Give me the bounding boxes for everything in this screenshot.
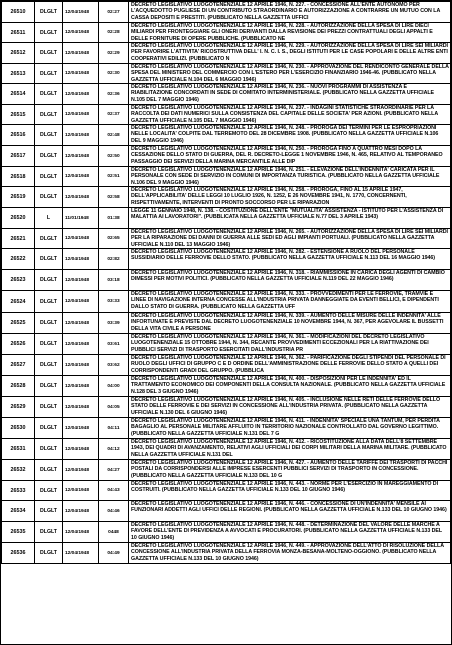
table-row	[2, 418, 451, 439]
table-row	[2, 105, 451, 125]
record-number	[2, 187, 35, 208]
act-description	[129, 355, 451, 376]
record-number-text: 26521	[10, 235, 26, 242]
act-date	[63, 543, 99, 564]
act-date-text: 12/04/1948	[65, 383, 90, 389]
record-number	[2, 460, 35, 481]
act-type	[35, 501, 63, 522]
act-code-text: 0448	[108, 529, 119, 535]
record-number	[2, 23, 35, 43]
act-type-text: DLGLT	[40, 508, 57, 514]
act-type	[35, 397, 63, 418]
act-type-text: DLGLT	[40, 446, 57, 452]
act-description-text: DECRETO LEGISLATIVO LUOGOTENENZIALE 12 APRILE 1946, N. 230. - APPROVAZIONE DEL RENDICONTO GENERALE DELLA SPESA DEL MINISTERO DEL COMMERCIO CON L'ESTERO PER L'ESERCIZIO FINANZIARIO 1946-46. (PUBBLICATO NELLA GAZZETTA UFFICIALE N.104 DEL 6 MAGGIO 1946)	[131, 64, 449, 83]
record-number	[2, 146, 35, 167]
act-description-text: DECRETO LEGISLATIVO LUOGOTENENZIALE 12 APRILE 1946, N. 443. - NORME PER L'ESERCIZIO IN MAREGGIAMENTO DI COSTRUITI. (PUBBLICATO NELLA GAZZETTA UFFICIALE N.133 DEL 10 GIUGNO 1946)	[131, 481, 439, 494]
act-description	[129, 460, 451, 481]
act-date	[63, 522, 99, 543]
record-number-text: 26529	[10, 404, 26, 410]
act-date-text: 12/04/1948	[65, 132, 90, 138]
act-code-text: 03:61	[107, 341, 120, 347]
act-date-text: 12/04/1948	[65, 299, 90, 304]
record-number	[2, 2, 35, 23]
act-type	[35, 313, 63, 334]
act-type-text: DLGLT	[40, 362, 57, 368]
act-type	[35, 187, 63, 208]
act-code	[99, 187, 129, 208]
act-type-text: DLGLT	[40, 256, 57, 262]
act-type-text: DLGLT	[40, 9, 57, 15]
act-date-text: 12/04/1948	[65, 256, 90, 262]
act-date-text: 12/04/1948	[65, 446, 90, 452]
act-code-text: 03:33	[107, 299, 120, 304]
record-number	[2, 418, 35, 439]
act-description-text: DECRETO LEGISLATIVO LUOGOTENENZIALE 12 APRILE 1946, N. 236. - NUOVI PROGRAMMI DI ASSISTENZA E RIABILITAZIONE CONCORDATI IN SEDE DI COMITATO INTERMINISTERIALE. (PUBBLICATO NELLA GAZZETTA UFFICIALE N.105 DEL 7 MAGGIO 1946)	[131, 84, 435, 103]
act-description-text: DECRETO LEGISLATIVO LUOGOTENENZIALE 12 APRILE 1946, N. 412. - RICOSTITUZIONE ALLA DATA DELL'8 SETTEMBRE 1943, DEI QUADRI DI AVANZAMENTO, RELATIVI AGLI UFFICIALI DEI CORPI MILITARI DELLA MARINA MILITARE. (PUBBLICATO NELLA GAZZETTA UFFICIALE N.131 DEL	[131, 439, 447, 458]
act-description	[129, 84, 451, 105]
act-description-text: DECRETO LEGISLATIVO LUOGOTENENZIALE 12 APRILE 1946, N. 318. - RIAMMISSIONE IN CARICA DEGLI AGENTI DI CAMBIO DIMESSI PER MOTIVI POLITICI. (PUBBLICATO NELLA GAZZETTA UFFICIALE N.119 DEL 22 MAGGIO 1946)	[131, 270, 445, 283]
act-date-text: 12/04/1948	[65, 9, 90, 15]
act-description-text: DECRETO LEGISLATIVO LUOGOTENENZIALE 12 APRILE 1946, N. 251. - ELEVAZIONE DELL'INDENNITA' CARICATA PER IL PERSONALE CON SEDE DI SERVIZIO IN COMUNI DI IMPORTANZA TURISTICA. (PUBBLICATO NELLA GAZZETTA UFFICIALE N.106 DEL 9 MAGGIO 1946)	[131, 167, 440, 186]
act-description	[129, 23, 451, 43]
act-code	[99, 270, 129, 291]
act-code-text: 02:50	[107, 153, 120, 159]
act-type-text: DLGLT	[40, 91, 57, 97]
act-type-text: DLGLT	[40, 298, 57, 305]
act-code	[99, 501, 129, 522]
table-row	[2, 522, 451, 543]
act-code	[99, 481, 129, 501]
act-date	[63, 249, 99, 270]
act-description	[129, 481, 451, 501]
act-date-text: 12/04/1948	[65, 50, 90, 56]
act-type-text: DLGLT	[40, 70, 57, 77]
table-row	[2, 291, 451, 313]
act-date	[63, 146, 99, 167]
act-code-text: 02:65	[107, 236, 120, 241]
act-type	[35, 376, 63, 397]
act-description	[129, 208, 451, 229]
record-number	[2, 64, 35, 84]
act-date-text: 12/04/1948	[65, 362, 90, 368]
act-code-text: 02:58	[107, 194, 120, 200]
record-number	[2, 481, 35, 501]
table-row	[2, 249, 451, 270]
act-code	[99, 208, 129, 229]
act-description	[129, 249, 451, 270]
record-number-text: 26527	[10, 362, 26, 368]
act-description	[129, 313, 451, 334]
act-description	[129, 187, 451, 208]
record-number-text: 26524	[10, 298, 26, 305]
record-number-text: 26519	[10, 194, 26, 200]
act-description	[129, 229, 451, 249]
act-type	[35, 84, 63, 105]
record-number-text: 26518	[10, 173, 26, 180]
act-type	[35, 334, 63, 355]
act-date	[63, 2, 99, 23]
act-date	[63, 84, 99, 105]
record-number	[2, 397, 35, 418]
act-code-text: 03:18	[107, 277, 120, 283]
act-type-text: DLGLT	[40, 194, 57, 200]
record-number	[2, 522, 35, 543]
table-row	[2, 187, 451, 208]
act-description	[129, 439, 451, 460]
table-row	[2, 23, 451, 43]
table-row	[2, 270, 451, 291]
act-type	[35, 249, 63, 270]
act-description-text: DECRETO LEGISLATIVO LUOGOTENENZIALE 12 APRILE 1946, N. 258. - PROROGA, FINO AL 15 APRILE 1947, DELL'APPLICABILITA' DELLE LEGGI 10 LUGLIO 1926, N. 1252, E 26 NOVEMBRE 1941, N. 1770, CONCERNENTI, RISPETTIVAMENTE, INTERVENTI DI PRONTO SOCCORSO PER LE RIPARAZION	[131, 187, 407, 206]
act-date-text: 12/04/1948	[65, 277, 90, 283]
act-code	[99, 334, 129, 355]
act-code	[99, 543, 129, 564]
act-code	[99, 43, 129, 64]
act-date-text: 12/04/1948	[65, 550, 90, 556]
act-date	[63, 439, 99, 460]
act-date-text: 11/01/1948	[65, 215, 89, 221]
act-code-text: 04:27	[107, 467, 120, 473]
table-row	[2, 146, 451, 167]
act-date	[63, 481, 99, 501]
act-description-text: DECRETO LEGISLATIVO LUOGOTENENZIALE 12 APRILE 1946, N. 361. - MODIFICAZIONI DEL DECRETO LEGISLATIVO LUOGOTENENZIALE 15 OTTOBRE 1944, N. 344, RECANTE PROVVEDIMENTI ECCEZIONALI PER LA RIATTIVAZIONE DEI PUBBLICI SERVIZI DI TRASPORTO ESERCITATI DALL'INDUSTRIA PR	[131, 334, 429, 353]
act-code-text: 02:37	[107, 112, 120, 117]
act-description	[129, 105, 451, 125]
act-description-text: DECRETO LEGISLATIVO LUOGOTENENZIALE 12 APRILE 1946, N. 333. - PROVVEDIMENTI PER LE FERROVIE, TRAMVIE E LINEE DI NAVIGAZIONE INTERNA CONCESSE ALL'INDUSTRIA PRIVATA DANNEGGIATE DA EVENTI BELLICI, E DIPENDENTI DALLO STATO DI GUERRA. (PUBBLICATO NELLA GAZZETTA UFF	[131, 291, 439, 310]
record-number-text: 26510	[10, 9, 26, 15]
act-type	[35, 23, 63, 43]
record-number	[2, 249, 35, 270]
act-code	[99, 105, 129, 125]
record-number	[2, 229, 35, 249]
act-code	[99, 439, 129, 460]
act-date-text: 12/04/1948	[65, 320, 90, 326]
act-code-text: 02:82	[107, 256, 120, 262]
act-code-text: 02:28	[107, 30, 120, 35]
act-description	[129, 270, 451, 291]
act-type-text: DLGLT	[40, 235, 57, 242]
act-description-text: DECRETO LEGISLATIVO LUOGOTENENZIALE 12 APRILE 1946, N. 362. - PARIFICAZIONE DEGLI STIPENDI DEL PERSONALE DI RUOLO DEGLI UFFICI DI GRUPPO C E D ORDINE DELL'AMMINISTRAZIONE DELLE FERROVIE DELLO STATO A QUELLI DEI CORRISPONDENTI GRADI DEL GRUPPO. (PUBBLICA	[131, 355, 446, 374]
act-type	[35, 43, 63, 64]
table-row	[2, 334, 451, 355]
act-description-text: DECRETO LEGISLATIVO LUOGOTENENZIALE 12 APRILE 1946, N. 400. - DISPOSIZIONI PER LE INDENNITA' ED IL TRATTAMENTO ECONOMICO DEI COMPONENTI DELLA CONSULTA NAZIONALE. (PUBBLICATO NELLA GAZZETTA UFFICIALE N.128 DEL 3 GIUGNO 1946)	[131, 376, 446, 395]
act-type	[35, 460, 63, 481]
act-code	[99, 522, 129, 543]
record-number	[2, 501, 35, 522]
act-type-text: DLGLT	[40, 277, 57, 283]
act-code	[99, 146, 129, 167]
act-date-text: 12/04/1948	[65, 529, 90, 535]
act-date	[63, 397, 99, 418]
act-code	[99, 313, 129, 334]
act-date-text: 12/04/1948	[65, 236, 90, 241]
act-code-text: 04:43	[107, 488, 120, 493]
act-type-text: DLGLT	[40, 467, 57, 473]
act-description-text: DECRETO LEGISLATIVO LUOGOTENENZIALE 12 APRILE 1946, N. 411. - INDENNITA' SPECIALE UNA TANTUM, PER PERDITA BAGAGLIO AL PERSONALE MILITARE AFFLUITO IN TERRITORIO NAZIONALE CONTROLLATO DAL GOVERNO LEGITTIMO. (PUBBLICATO NELLA GAZZETTA UFFICIALE N.131 DEL 7 G	[131, 418, 440, 437]
table-row	[2, 84, 451, 105]
act-date	[63, 501, 99, 522]
act-description	[129, 125, 451, 146]
act-type-text: DLGLT	[40, 529, 57, 535]
act-type-text: DLGLT	[40, 550, 57, 556]
act-code	[99, 229, 129, 249]
act-date-text: 12/04/1948	[65, 467, 90, 473]
act-description-text: DECRETO LEGISLATIVO LUOGOTENENZIALE 12 APRILE 1946, N. 237. - INDAGINI STATISTICHE STRAORDINARIE PER LA RACCOLTA DEI DATI NUMERICI SULLA CONSISTENZA DEL CAPITALE DELLE SOCIETA' PER AZIONI. (PUBBLICATO NELLA GAZZETTA UFFICIALE N.105 DEL 7 MAGGIO 1946)	[131, 105, 438, 124]
act-date	[63, 105, 99, 125]
record-number	[2, 291, 35, 313]
table-row	[2, 167, 451, 187]
act-code	[99, 460, 129, 481]
act-date-text: 12/04/1948	[65, 425, 90, 431]
act-date	[63, 208, 99, 229]
act-type	[35, 64, 63, 84]
table-row	[2, 64, 451, 84]
act-description-text: DECRETO LEGISLATIVO LUOGOTENENZIALE 12 APRILE 1946, N. 339. - AUMENTO DELLE MISURE DELLE INDENNITA' ALLE INFORTUNATE E PREVISTE DAL DECRETO LUOGOTENENZIALE 10 NOVEMBRE 1944, N. 367, PER AGEVOLARE IL BUSSETTI DELLA VITA CIVILE A PERSONE	[131, 313, 444, 332]
record-number-text: 26515	[10, 111, 26, 118]
act-date-text: 12/04/1948	[65, 404, 90, 410]
act-type-text: DLGLT	[40, 153, 57, 159]
act-type	[35, 125, 63, 146]
act-date	[63, 460, 99, 481]
act-type-text: DLGLT	[40, 29, 57, 36]
act-type	[35, 439, 63, 460]
act-date	[63, 334, 99, 355]
act-description	[129, 418, 451, 439]
act-description	[129, 291, 451, 313]
act-type	[35, 543, 63, 564]
record-number-text: 26531	[10, 446, 26, 452]
act-date	[63, 313, 99, 334]
act-date	[63, 229, 99, 249]
act-type-text: DLGLT	[40, 383, 57, 389]
act-type-text: DLGLT	[40, 111, 57, 118]
record-number	[2, 313, 35, 334]
act-type-text: DLGLT	[40, 404, 57, 410]
act-description	[129, 43, 451, 64]
act-code	[99, 249, 129, 270]
record-number	[2, 270, 35, 291]
act-date	[63, 418, 99, 439]
act-date	[63, 125, 99, 146]
act-description-text: DECRETO LEGISLATIVO LUOGOTENENZIALE 12 APRILE 1946, N. 405. - INCLUSIONE NELLE RETI DELLE FERROVIE DELLO STATO DELLE FERROVIE E DEI SERVIZI IN CONCESSIONE ALL'INDUSTRIA PRIVATA. (PUBBLICATO NELLA GAZZETTA UFFICIALE N.130 DEL 6 GIUGNO 1946)	[131, 397, 441, 416]
act-code-text: 02:27	[107, 9, 120, 15]
act-date	[63, 64, 99, 84]
record-number	[2, 125, 35, 146]
act-code-text: 04:11	[107, 425, 120, 431]
table-row	[2, 439, 451, 460]
act-code	[99, 376, 129, 397]
table-row	[2, 501, 451, 522]
act-description-text: DECRETO LEGISLATIVO LUOGOTENENZIALE 12 APRILE 1946, N. 282. - ESTENSIONE A RUOLO DEL PERSONALE SUSSIDIARIO DELLE FERROVIE DELLO STATO. (PUBBLICATO NELLA GAZZETTA UFFICIALE N.113 DEL 16 MAGGIO 1946)	[131, 249, 436, 262]
act-code-text: 04:46	[107, 508, 120, 514]
act-type-text: DLGLT	[40, 425, 57, 431]
act-description	[129, 334, 451, 355]
act-type-text: L	[46, 215, 51, 221]
act-type	[35, 146, 63, 167]
act-type-text: DLGLT	[40, 341, 57, 347]
record-number-text: 26517	[10, 153, 26, 159]
act-code-text: 03:62	[107, 362, 120, 368]
record-number	[2, 355, 35, 376]
act-code	[99, 64, 129, 84]
table-row	[2, 125, 451, 146]
act-type-text: DLGLT	[40, 50, 57, 56]
act-code	[99, 418, 129, 439]
act-description-text: DECRETO LEGISLATIVO LUOGOTENENZIALE 12 APRILE 1946, N. 265. - AUTORIZZAZIONE DELLA SPESA DI LIRE SEI MILIARDI PER LA RIPARAZIONE DEI DANNI DI GUERRA ALLE SEDI ED AGLI IMPIANTI PORTUALI. (PUBBLICATO NELLA GAZZETTA UFFICIALE N.110 DEL 13 MAGGIO 1946)	[131, 229, 448, 248]
record-number-text: 26516	[10, 132, 26, 138]
act-description-text: DECRETO LEGISLATIVO LUOGOTENENZIALE 12 APRILE 1946, N. 227. - CONCESSIONE ALL'ENTE AUTONOMO PER L'ACQUEDOTTO PUGLIESE DI UN CONTRIBUTO STRAORDINARIO E AUTORIZZAZIONE A CONTRARRE UN MUTUO CON LA CASSA DEPOSITI E PRESTITI. (PUBBLICATO NELLA GAZZETTA UFFICI	[131, 2, 441, 21]
record-number-text: 26526	[10, 341, 26, 347]
act-description-text: DECRETO LEGISLATIVO LUOGOTENENZIALE 12 APRILE 1946, N. 427. - AUMENTO DELLE TARIFFE DEI TRASPORTI DI PACCHI POSTALI DA CORRISPONDERSI ALLE IMPRESE ESERCENTI PUBBLICI SERVIZI DI TRASPORTO IN CONCESSIONE. (PUBBLICATO NELLA GAZZETTA UFFICIALE N.133 DEL 10 G	[131, 460, 448, 479]
act-type	[35, 208, 63, 229]
act-description-text: DECRETO LEGISLATIVO LUOGOTENENZIALE 12 APRILE 1946, N. 448. - DETERMINAZIONE DEL VALORE DELLE MARCHE A FAVORE DELL'ENTE DI PREVIDENZA A AVVOCATI E PROCURATORI. (PUBBLICATO NELLA GAZZETTA UFFICIALE N.133 DEL 10 GIUGNO 1946)	[131, 522, 442, 541]
act-description	[129, 501, 451, 522]
act-type	[35, 522, 63, 543]
act-description-text: DECRETO LEGISLATIVO LUOGOTENENZIALE 12 APRILE 1946, N. 248. - PROROGA DEI TERMINI PER LE ESPROPRIAZIONI NELLE LOCALITA' COLPITE DAL TERREMOTO DEL 28 DICEMBRE 1908. (PUBBLICATO NELLA GAZZETTA UFFICIALE N.106 DEL 9 MAGGIO 1946)	[131, 125, 439, 144]
act-description-text: DECRETO LEGISLATIVO LUOGOTENENZIALE 12 APRILE 1946, N. 250. - PROROGA FINO A QUATTRO MESI DOPO LA CESSAZIONE DELLO STATO DI GUERRA, DEL R. DECRETO-LEGGE 1 NOVEMBRE 1946, N. 465, RELATIVO AL TEMPORANEO PASSAGGIO DEI SERVIZI DELLA MARINA MERCANTILE ALLE DIP	[131, 146, 443, 165]
act-date	[63, 43, 99, 64]
act-type-text: DLGLT	[40, 132, 57, 138]
act-type	[35, 2, 63, 23]
record-number-text: 26511	[10, 29, 26, 36]
record-number-text: 26536	[10, 550, 26, 556]
act-code-text: 02:48	[107, 132, 120, 138]
act-date-text: 12/04/1948	[65, 341, 90, 347]
table-row	[2, 208, 451, 229]
record-number	[2, 439, 35, 460]
act-date-text: 12/04/1948	[65, 174, 90, 179]
table-row	[2, 2, 451, 23]
act-code-text: 04:05	[107, 404, 120, 410]
record-number-text: 26513	[10, 70, 26, 77]
act-code	[99, 23, 129, 43]
act-code	[99, 397, 129, 418]
act-type	[35, 355, 63, 376]
act-date	[63, 23, 99, 43]
act-description	[129, 64, 451, 84]
record-number	[2, 208, 35, 229]
act-description	[129, 397, 451, 418]
record-number	[2, 543, 35, 564]
table-row	[2, 313, 451, 334]
record-number	[2, 334, 35, 355]
act-code	[99, 125, 129, 146]
act-date	[63, 355, 99, 376]
act-code-text: 04:12	[107, 446, 120, 452]
record-number	[2, 376, 35, 397]
record-number-text: 26522	[10, 256, 26, 262]
act-description-text: DECRETO LEGISLATIVO LUOGOTENENZIALE 12 APRILE 1946, N. 228. - AUTORIZZAZIONE DELLA SPESA DI LIRE DIECI MILIARDI PER FRONTEGGIARE GLI ONERI DERIVANTI DALLA REVISIONE DEI PREZZI CONTRATTUALI DEGLI APPALTI E DELLE FORNITURE DI OPERE PUBBLICHE. (PUBBLICATO NE	[131, 23, 433, 42]
act-date-text: 12/04/1948	[65, 71, 90, 76]
table-row	[2, 460, 451, 481]
act-type	[35, 418, 63, 439]
act-type-text: DLGLT	[40, 320, 57, 326]
act-date	[63, 291, 99, 313]
table-row	[2, 43, 451, 64]
act-type	[35, 229, 63, 249]
act-code-text: 04:49	[107, 550, 120, 556]
act-code	[99, 355, 129, 376]
act-description-text: DECRETO LEGISLATIVO LUOGOTENENZIALE 12 APRILE 1946, N. 446. - CONCESSIONE DI UN'INDENNITA' MENSILE AI FUNZIONARI ADDETTI AGLI UFFICI DELLE REGIONI. (PUBBLICATO NELLA GAZZETTA UFFICIALE N.133 DEL 10 GIUGNO 1946)	[131, 501, 447, 514]
record-number-text: 26530	[10, 425, 26, 431]
act-code-text: 02:36	[107, 91, 120, 97]
table-row	[2, 376, 451, 397]
act-code-text: 01:38	[107, 215, 120, 221]
record-number-text: 26535	[10, 529, 26, 535]
act-date-text: 12/04/1948	[65, 30, 90, 35]
act-date-text: 12/04/1948	[65, 194, 90, 200]
act-date-text: 12/04/1948	[65, 508, 90, 514]
record-number-text: 26532	[10, 467, 26, 473]
record-number	[2, 43, 35, 64]
record-number	[2, 167, 35, 187]
act-code-text: 04:00	[107, 383, 120, 389]
record-number	[2, 105, 35, 125]
act-type	[35, 105, 63, 125]
act-date-text: 12/04/1948	[65, 91, 90, 97]
act-description	[129, 543, 451, 564]
record-number-text: 26533	[10, 487, 26, 494]
act-type-text: DLGLT	[40, 173, 57, 180]
record-number-text: 26528	[10, 383, 26, 389]
act-code-text: 02:51	[107, 174, 120, 179]
act-description	[129, 2, 451, 23]
act-date-text: 12/04/1948	[65, 153, 90, 159]
act-description	[129, 376, 451, 397]
act-code	[99, 167, 129, 187]
table-row	[2, 481, 451, 501]
record-number-text: 26525	[10, 320, 26, 326]
record-number	[2, 84, 35, 105]
act-date	[63, 270, 99, 291]
act-type	[35, 167, 63, 187]
act-code	[99, 291, 129, 313]
act-description-text: DECRETO LEGISLATIVO LUOGOTENENZIALE 12 APRILE 1946, N. 449. - APPROVAZIONE DELL'ATTO DI RISOLUZIONE DELLA CONCESSIONE ALL'INDUSTRIA PRIVATA DELLA FERROVIA MONZA-BESANA-MOLTENO-OGGIONO. (PUBBLICATO NELLA GAZZETTA UFFICIALE N.133 DEL 10 GIUGNO 1946)	[131, 543, 444, 562]
act-date	[63, 167, 99, 187]
record-number-text: 26520	[10, 215, 26, 221]
record-number-text: 26523	[10, 277, 26, 283]
act-code-text: 03:39	[107, 320, 120, 326]
table-row	[2, 397, 451, 418]
record-number-text: 26534	[10, 508, 26, 514]
table-row	[2, 229, 451, 249]
act-date	[63, 376, 99, 397]
act-description-text: DECRETO LEGISLATIVO LUOGOTENENZIALE 12 APRILE 1946, N. 229. - AUTORIZZAZIONE DELLA SPESA DI LIRE SEI MILIARDI PER FAVORIRE L'ATTIVITA' RICOSTRUTTIVA DELL' I. N. C. I. S., DEGLI ISTITUTI PER LE CASE POPOLARI E DELLE ALTRE ENTI COOPERATIVI EDILIZI. (PUBBLICATO N	[131, 43, 448, 62]
act-description	[129, 522, 451, 543]
act-date-text: 12/04/1948	[65, 488, 90, 493]
decree-register-table	[1, 1, 451, 564]
act-code-text: 02:30	[107, 71, 120, 76]
act-date-text: 12/04/1948	[65, 112, 90, 117]
record-number-text: 26512	[10, 50, 26, 56]
act-date	[63, 187, 99, 208]
table-row	[2, 355, 451, 376]
table-row	[2, 543, 451, 564]
act-type-text: DLGLT	[40, 487, 57, 494]
act-description-text: LEGGE 11 GENNAIO 1948, N. 138. - COSTITUZIONE DELL'ENTE "MUTUALITA' ASSISTENZA - ISTITUTO PER L'ASSISTENZA DI MALATTIA AI LAVORATORI". (PUBBLICATA NELLA GAZZETTA UFFICIALE N.77 DEL 3 APRILE 1943)	[131, 208, 444, 221]
act-type	[35, 291, 63, 313]
decree-rows	[2, 2, 451, 564]
record-number-text: 26514	[10, 91, 26, 97]
act-type	[35, 270, 63, 291]
act-code-text: 02:29	[107, 50, 120, 56]
act-description	[129, 167, 451, 187]
act-type	[35, 481, 63, 501]
act-code	[99, 84, 129, 105]
act-code	[99, 2, 129, 23]
act-description	[129, 146, 451, 167]
